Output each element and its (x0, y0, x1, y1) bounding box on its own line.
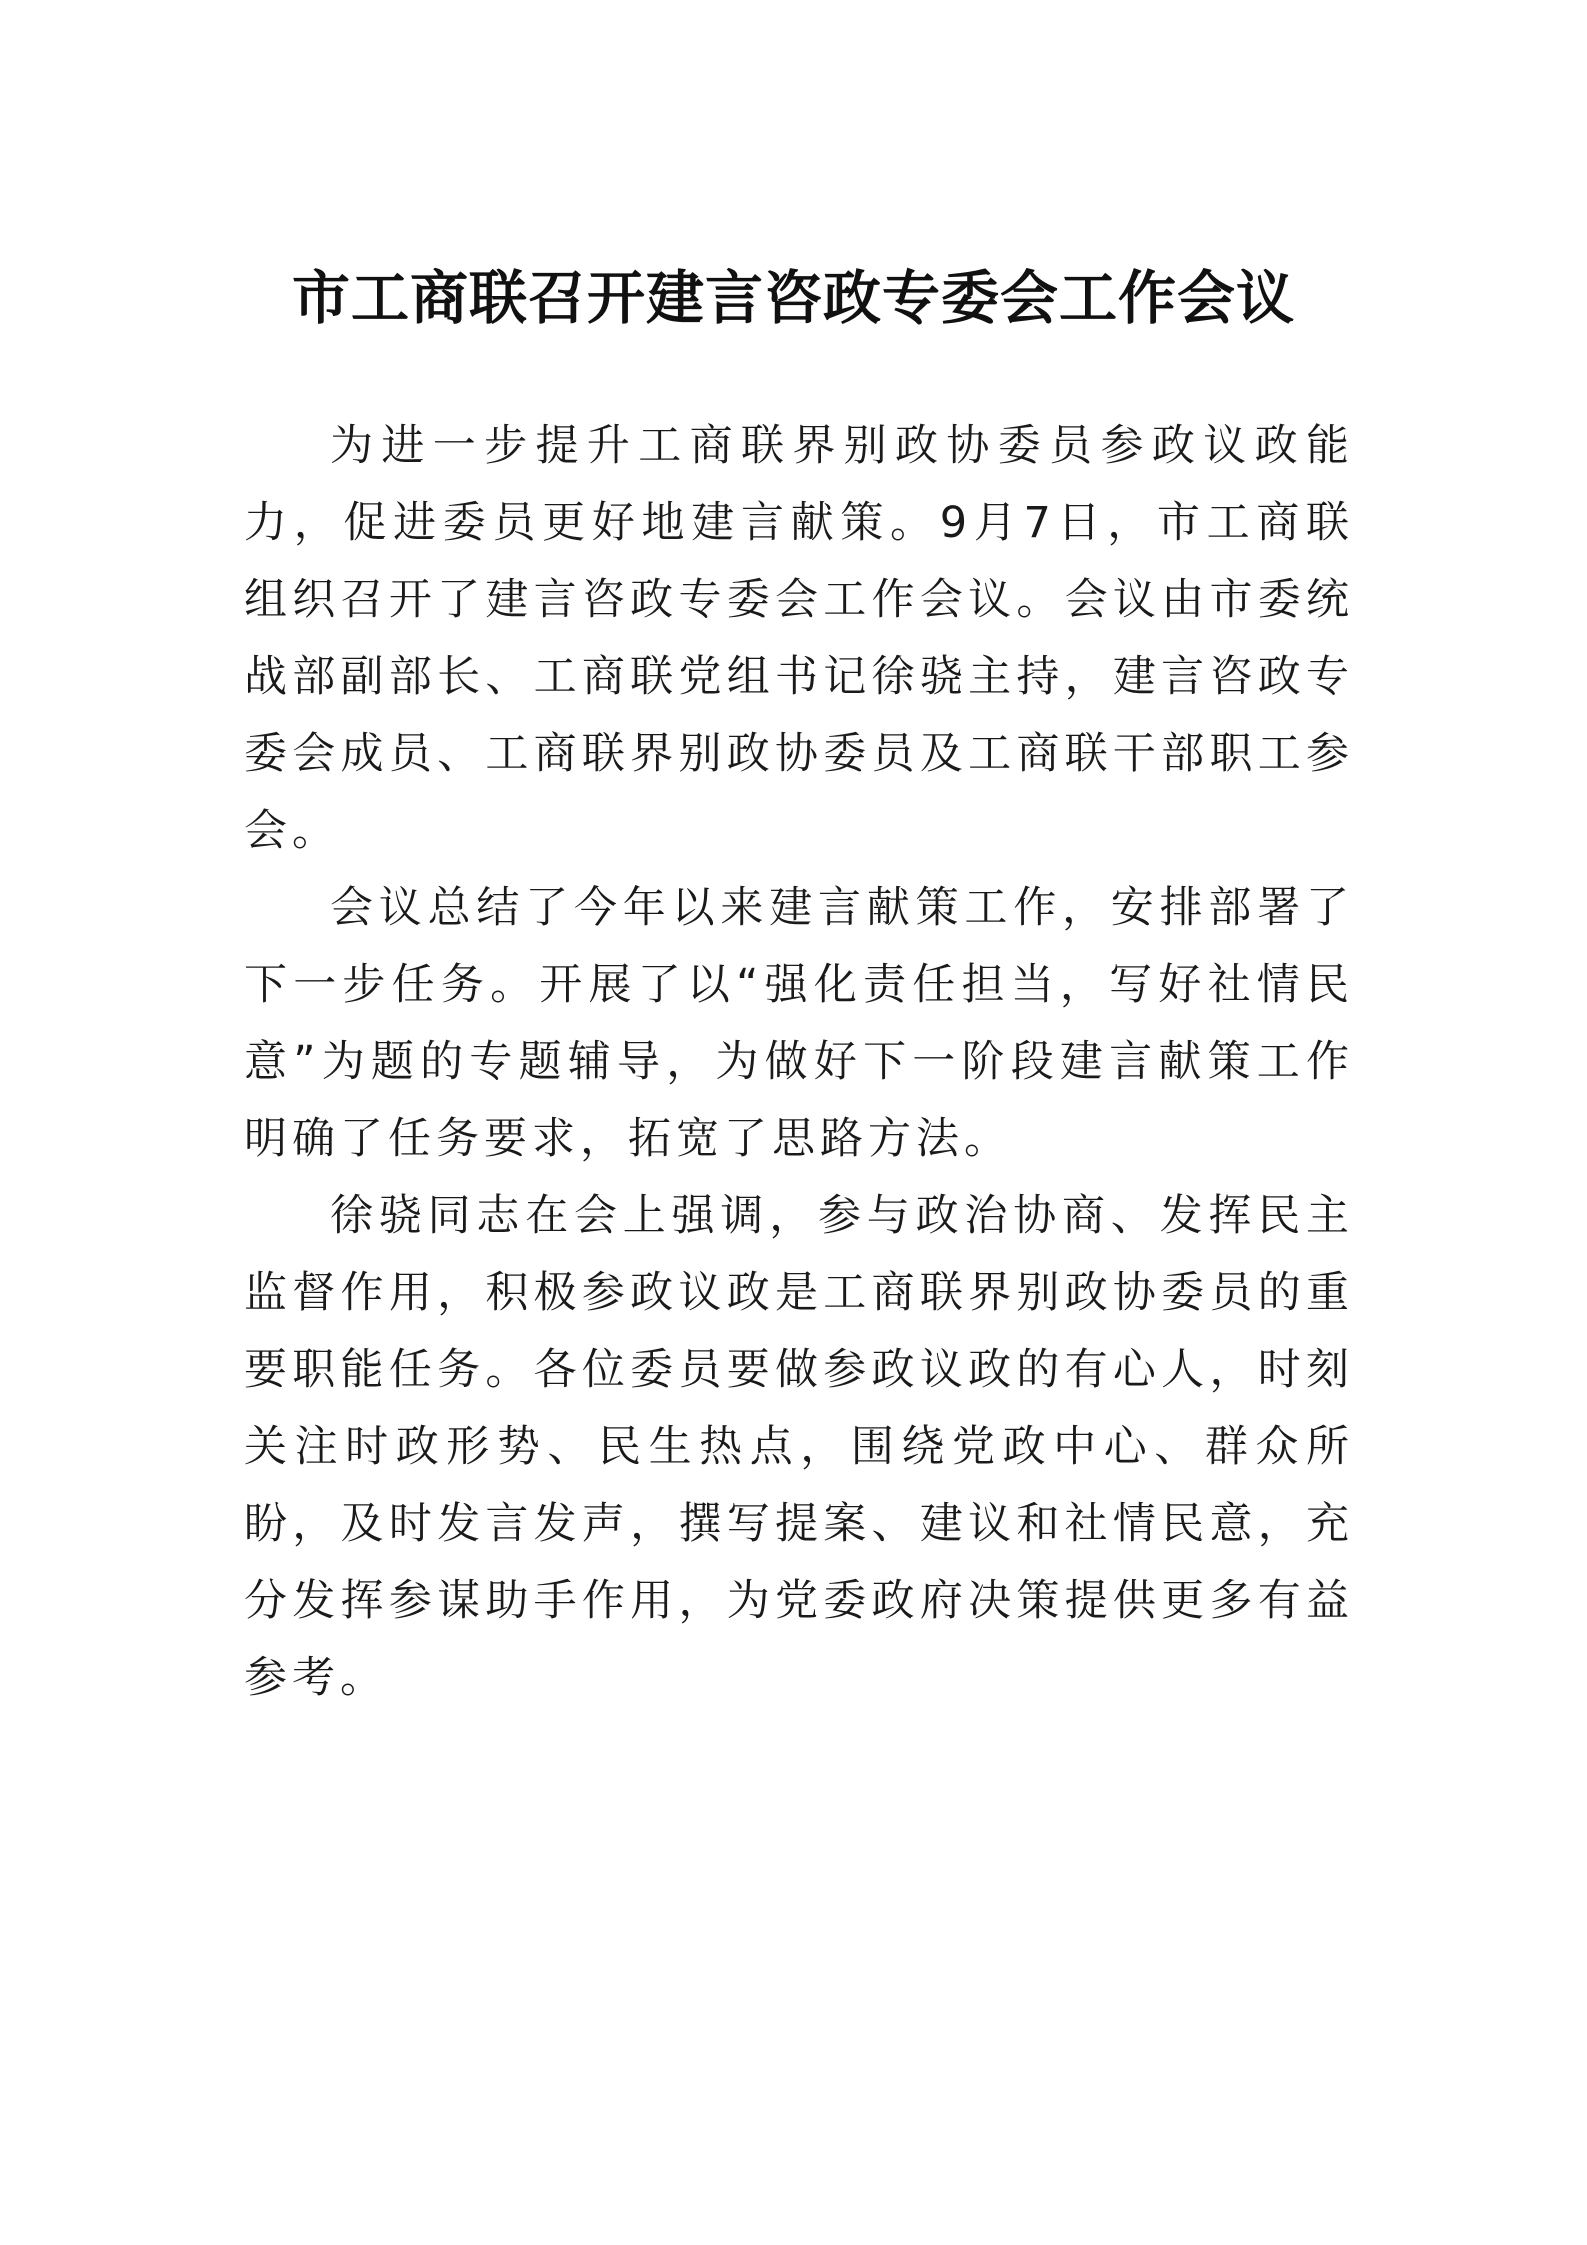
paragraph-3: 徐骁同志在会上强调，参与政治协商、发挥民主监督作用，积极参政议政是工商联界别政协委员的重要职能任务。各位委员要做参政议政的有心人，时刻关注时政形势、民生热点，围绕党政中心、群众所盼，及时发言发声，撰写提案、建议和社情民意，充分发挥参谋助手作用，为党委政府决策提供更多有益参考。 (244, 1191, 1354, 1703)
paragraph-1: 为进一步提升工商联界别政协委员参政议政能力，促进委员更好地建言献策。9月7日，市工商联组织召开了建言咨政专委会工作会议。会议由市委统战部副部长、工商联党组书记徐骁主持，建言咨政专委会成员、工商联界别政协委员及工商联干部职工参会。 (244, 421, 1354, 856)
paragraph-2: 会议总结了今年以来建言献策工作，安排部署了下一步任务。开展了以“强化责任担当，写好社情民意”为题的专题辅导，为做好下一阶段建言献策工作明确了任务要求，拓宽了思路方法。 (244, 883, 1354, 1164)
document-title: 市工商联召开建言咨政专委会工作会议 (291, 264, 1295, 332)
document-body (244, 408, 1354, 1717)
